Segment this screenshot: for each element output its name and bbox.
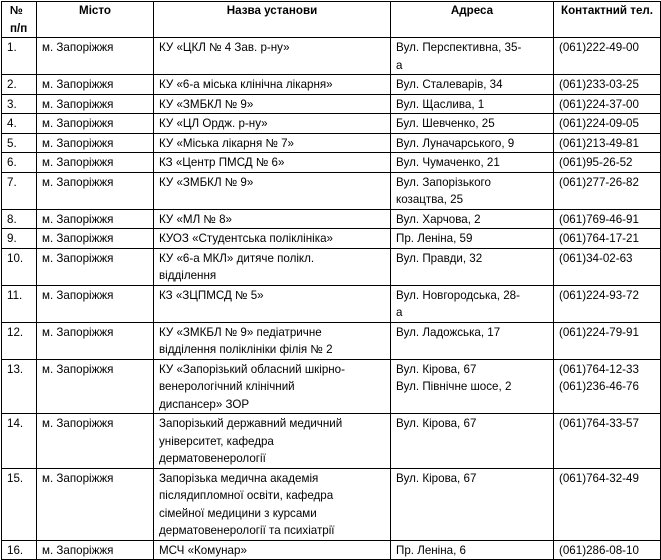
table-row: [2, 285, 661, 322]
row-number: 2.: [2, 75, 37, 95]
row-number: 15.: [2, 468, 37, 540]
row-institution-line: диспансер» ЗОР: [159, 397, 250, 411]
row-address: [391, 540, 554, 560]
row-institution-line: КУ «6-а МКЛ» дитяче полікл.: [159, 251, 315, 265]
row-institution-line: дерматовенерології та психіатрії: [159, 524, 335, 537]
row-phone: [554, 172, 661, 209]
row-address: [391, 75, 554, 95]
row-address-line: Вул. Ладожська, 17: [396, 325, 501, 339]
header-number: № п/п: [2, 2, 37, 38]
row-number: 4.: [2, 114, 37, 134]
row-number: 3.: [2, 94, 37, 114]
row-phone: [554, 248, 661, 285]
header-address: Адреса: [391, 2, 554, 38]
row-phone-line: (061)233-03-25: [559, 78, 639, 91]
row-phone: [554, 75, 661, 95]
row-city: м. Запоріжжя: [37, 322, 154, 359]
row-city: м. Запоріжжя: [37, 468, 154, 540]
row-institution-line: сімейної медицини з курсами: [159, 506, 317, 520]
row-phone: [554, 229, 661, 249]
row-number: 14.: [2, 414, 37, 469]
row-institution-line: КУ «6-а міська клінічна лікарня»: [159, 78, 333, 91]
institutions-table: [1, 1, 661, 560]
row-number: 12.: [2, 322, 37, 359]
row-address-line: Вул. Щаслива, 1: [396, 97, 485, 111]
row-phone-line: (061)277-26-82: [559, 175, 639, 189]
row-institution-line: КЗ «Центр ПМСД № 6»: [159, 156, 285, 169]
row-city: м. Запоріжжя: [37, 540, 154, 560]
row-phone: [554, 153, 661, 173]
row-institution: [154, 229, 391, 249]
row-phone: [554, 540, 661, 560]
row-city: м. Запоріжжя: [37, 38, 154, 75]
row-phone: [554, 414, 661, 469]
row-address-line: Вул. Харчова, 2: [396, 212, 481, 226]
table-row: [2, 114, 661, 134]
row-address: [391, 285, 554, 322]
row-address-line: а: [396, 306, 403, 319]
row-institution-line: Запорізька медична академія: [159, 471, 319, 485]
row-address: [391, 38, 554, 75]
row-address-line: Вул. Правди, 32: [396, 251, 483, 265]
row-address-line: Вул. Запорізького: [396, 175, 491, 189]
row-phone-line: (061)224-93-72: [559, 288, 639, 302]
row-phone: [554, 133, 661, 153]
row-address: [391, 359, 554, 414]
row-institution-line: КУ «ЦЛ Ордж. р-ну»: [159, 117, 268, 130]
row-institution-line: КУ «ЗМКБЛ № 9» педіатричне: [159, 325, 322, 339]
row-address-line: Вул. Кірова, 67: [396, 417, 477, 430]
table-row: [2, 359, 661, 414]
row-phone-line: (061)213-49-81: [559, 136, 639, 150]
row-phone: [554, 468, 661, 540]
table-row: [2, 248, 661, 285]
row-phone-line: (061)764-12-33: [559, 362, 639, 376]
row-institution-line: КУ «ЗМБКЛ № 9»: [159, 175, 254, 189]
row-phone-line: (061)224-79-91: [559, 325, 639, 339]
row-address-line: а: [396, 58, 403, 72]
row-phone-line: (061)224-37-00: [559, 97, 639, 111]
row-city: м. Запоріжжя: [37, 414, 154, 469]
row-phone-line: (061)34-02-63: [559, 251, 633, 265]
row-address-line: Вул. Кірова, 67: [396, 471, 477, 485]
row-address: [391, 172, 554, 209]
row-address: [391, 209, 554, 229]
row-institution-line: венерологічний клінічний: [159, 380, 295, 393]
row-phone-line: (061)769-46-91: [559, 212, 639, 226]
table-row: [2, 322, 661, 359]
row-city: м. Запоріжжя: [37, 359, 154, 414]
row-number: 1.: [2, 38, 37, 75]
row-institution-line: КУ «Міська лікарня № 7»: [159, 136, 295, 150]
row-city: м. Запоріжжя: [37, 153, 154, 173]
row-address: [391, 229, 554, 249]
row-institution-line: відділення: [159, 269, 217, 282]
row-phone-line: (061)222-49-00: [559, 41, 639, 54]
row-city: м. Запоріжжя: [37, 114, 154, 134]
row-institution-line: відділення поліклініки філія № 2: [159, 343, 333, 356]
row-address-line: Вул. Кірова, 67: [396, 362, 477, 376]
row-institution: [154, 359, 391, 414]
row-address-line: козацтва, 25: [396, 193, 464, 206]
row-institution: [154, 248, 391, 285]
row-phone: [554, 322, 661, 359]
row-city: м. Запоріжжя: [37, 285, 154, 322]
row-phone: [554, 38, 661, 75]
row-address-line: Вул. Сталеварів, 34: [396, 78, 503, 91]
table-row: [2, 153, 661, 173]
row-phone-line: (061)764-17-21: [559, 232, 639, 245]
row-phone: [554, 114, 661, 134]
row-address-line: Вул. Чумаченко, 21: [396, 156, 500, 169]
row-institution: [154, 322, 391, 359]
row-address-line: Пр. Леніна, 59: [396, 232, 473, 245]
row-city: м. Запоріжжя: [37, 229, 154, 249]
row-phone-line: (061)286-08-10: [559, 543, 639, 557]
row-phone-line: (061)95-26-52: [559, 156, 633, 169]
table-row: [2, 133, 661, 153]
row-address: [391, 414, 554, 469]
row-phone: [554, 209, 661, 229]
row-institution-line: КУ «МЛ № 8»: [159, 212, 232, 226]
row-phone: [554, 359, 661, 414]
row-address: [391, 322, 554, 359]
row-phone-line: (061)224-09-05: [559, 117, 639, 130]
row-number: 13.: [2, 359, 37, 414]
row-address: [391, 468, 554, 540]
row-number: 8.: [2, 209, 37, 229]
row-address-line: Вул. Новгородська, 28-: [396, 288, 520, 302]
row-address-line: Вул. Північне шосе, 2: [396, 380, 512, 393]
row-institution: [154, 468, 391, 540]
row-institution: [154, 172, 391, 209]
row-number: 11.: [2, 285, 37, 322]
table-row: [2, 209, 661, 229]
row-address: [391, 248, 554, 285]
row-address-line: Пр. Леніна, 6: [396, 543, 466, 557]
row-institution-line: КУ «ЗМБКЛ № 9»: [159, 97, 254, 111]
row-institution: [154, 414, 391, 469]
header-phone: Контактний тел.: [554, 2, 661, 38]
row-institution: [154, 133, 391, 153]
row-number: 10.: [2, 248, 37, 285]
row-institution-line: дерматовенерології: [159, 452, 266, 465]
table-row: [2, 414, 661, 469]
row-number: 6.: [2, 153, 37, 173]
row-phone: [554, 94, 661, 114]
row-phone-line: (061)236-46-76: [559, 380, 639, 393]
row-institution: [154, 153, 391, 173]
row-address: [391, 133, 554, 153]
row-address: [391, 153, 554, 173]
row-address-line: Вул. Луначарського, 9: [396, 136, 515, 150]
row-institution: [154, 94, 391, 114]
row-city: м. Запоріжжя: [37, 172, 154, 209]
header-row: [2, 2, 661, 38]
row-city: м. Запоріжжя: [37, 248, 154, 285]
header-city: Місто: [37, 2, 154, 38]
row-institution: [154, 38, 391, 75]
row-phone-line: (061)764-32-49: [559, 471, 639, 485]
row-institution: [154, 285, 391, 322]
row-city: м. Запоріжжя: [37, 75, 154, 95]
row-institution: [154, 114, 391, 134]
row-institution-line: КЗ «ЗЦПМСД № 5»: [159, 288, 264, 302]
row-institution-line: КУ «Запорізький обласний шкірно-: [159, 362, 345, 376]
header-institution: Назва установи: [154, 2, 391, 38]
row-number: 16.: [2, 540, 37, 560]
row-institution-line: післядипломної освіти, кафедра: [159, 489, 334, 502]
row-institution-line: КУ «ЦКЛ № 4 Зав. р-ну»: [159, 41, 290, 54]
row-institution: [154, 540, 391, 560]
table-row: [2, 94, 661, 114]
row-institution-line: університет, кафедра: [159, 434, 274, 448]
table-row: [2, 38, 661, 75]
row-city: м. Запоріжжя: [37, 133, 154, 153]
row-address-line: Вул. Перспективна, 35-: [396, 41, 522, 54]
row-city: м. Запоріжжя: [37, 209, 154, 229]
row-institution: [154, 209, 391, 229]
table-row: [2, 468, 661, 540]
row-number: 9.: [2, 229, 37, 249]
row-address: [391, 94, 554, 114]
row-city: м. Запоріжжя: [37, 94, 154, 114]
row-phone-line: (061)764-33-57: [559, 417, 639, 430]
row-number: 5.: [2, 133, 37, 153]
row-address: [391, 114, 554, 134]
table-row: [2, 540, 661, 560]
row-address-line: Бул. Шевченко, 25: [396, 117, 495, 130]
table-row: [2, 229, 661, 249]
row-institution-line: КУОЗ «Студентська поліклініка»: [159, 232, 333, 245]
row-institution: [154, 75, 391, 95]
row-number: 7.: [2, 172, 37, 209]
row-institution-line: Запорізький державний медичний: [159, 417, 343, 430]
table-row: [2, 75, 661, 95]
row-phone: [554, 285, 661, 322]
table-row: [2, 172, 661, 209]
row-institution-line: МСЧ «Комунар»: [159, 543, 247, 557]
